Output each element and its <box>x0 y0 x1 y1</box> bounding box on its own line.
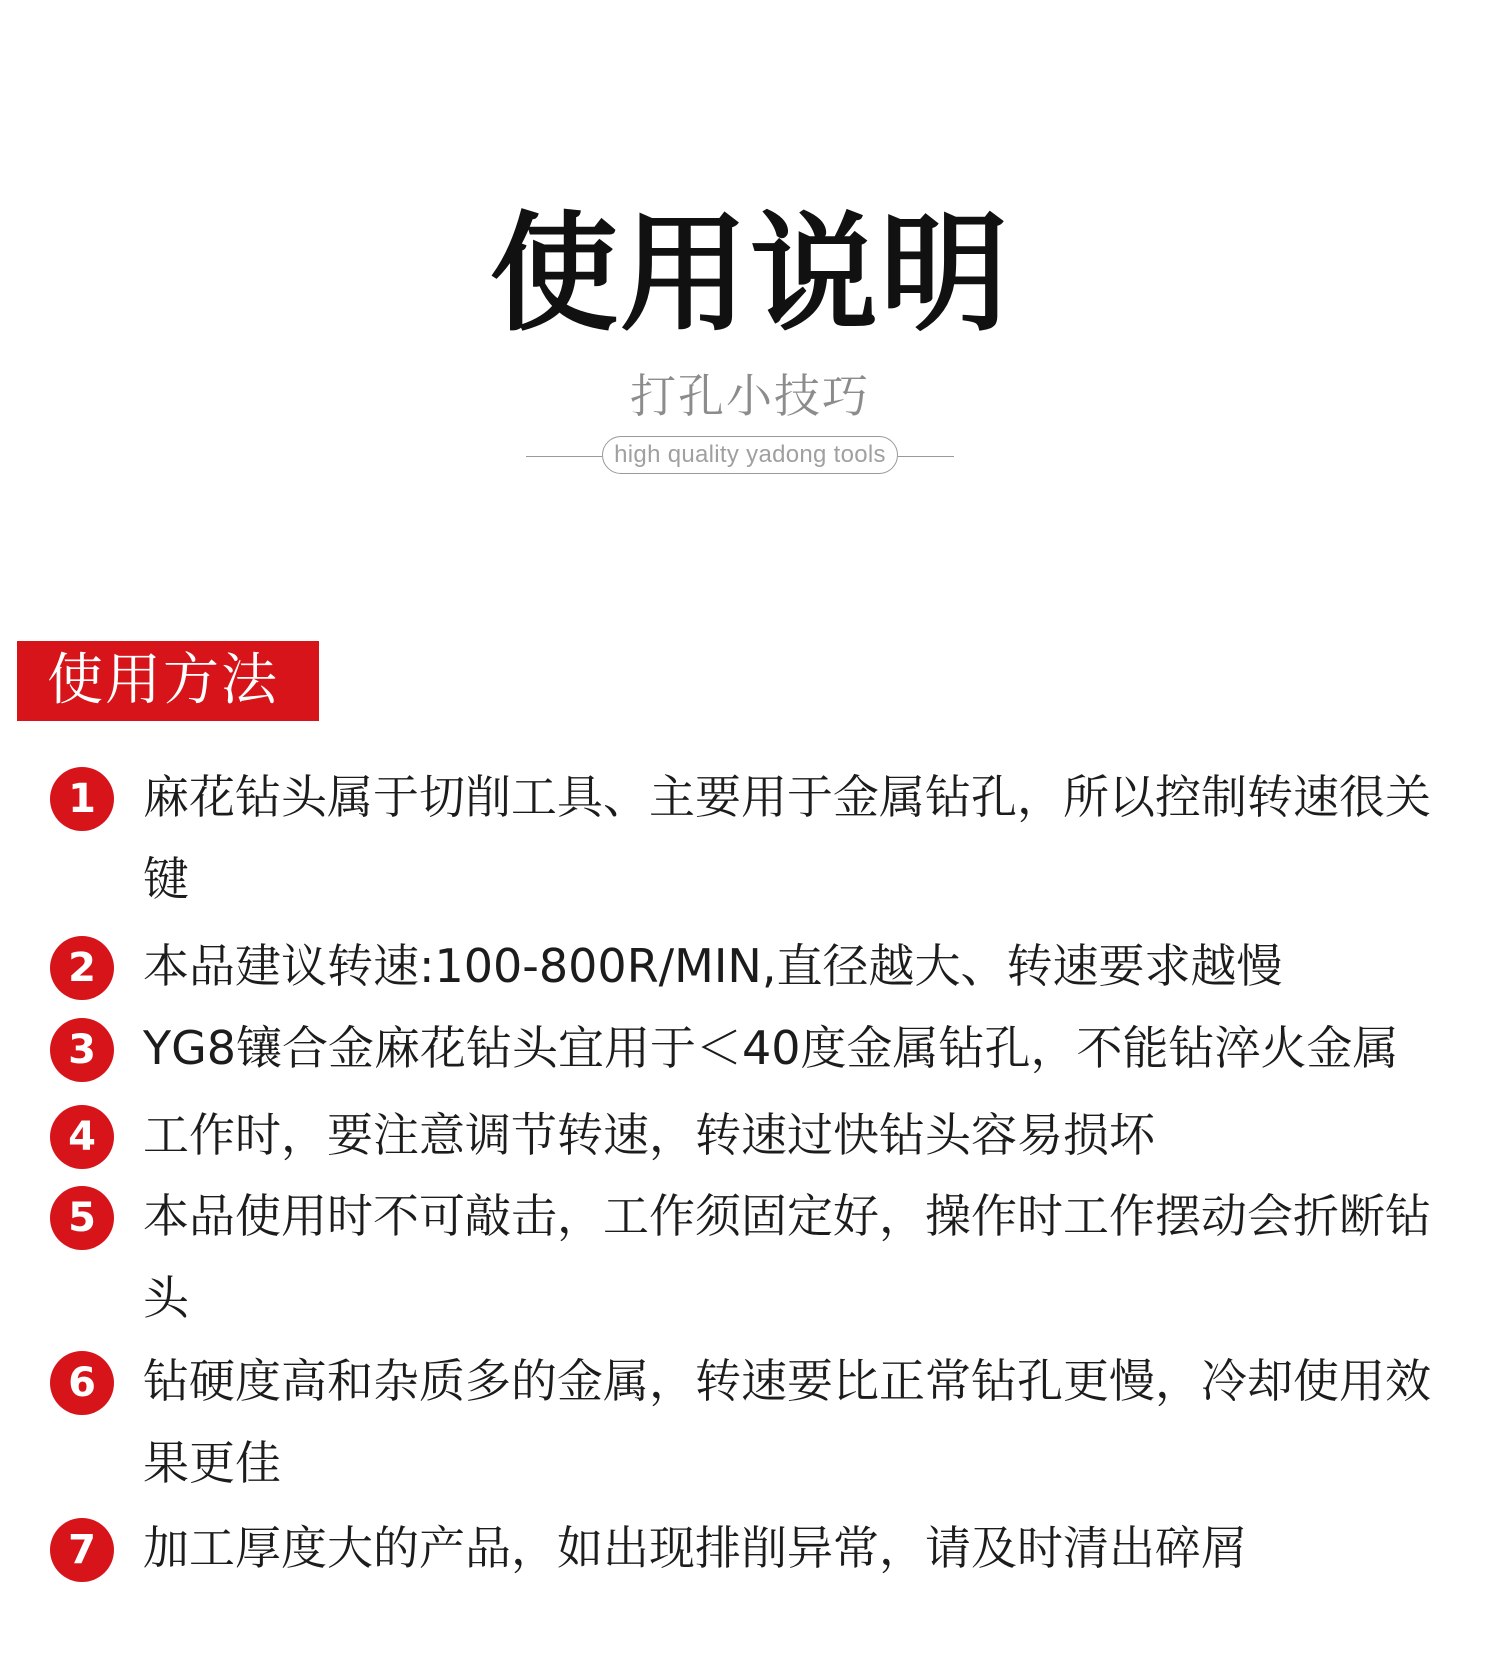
item-text: 本品使用时不可敲击，工作须固定好，操作时工作摆动会折断钻头 <box>143 1189 1431 1325</box>
item-text: 钻硬度高和杂质多的金属，转速要比正常钻孔更慢，冷却使用效果更佳 <box>143 1354 1431 1490</box>
item-number-badge: 5 <box>50 1186 114 1250</box>
item-text: 工作时，要注意调节转速，转速过快钻头容易损坏 <box>143 1108 1155 1162</box>
item-text: 加工厚度大的产品，如出现排削异常，请及时清出碎屑 <box>143 1521 1247 1575</box>
item-number-badge: 3 <box>50 1018 114 1082</box>
item-text: YG8镶合金麻花钻头宜用于＜40度金属钻孔，不能钻淬火金属 <box>143 1021 1399 1075</box>
page-title: 使用说明 <box>489 200 1010 349</box>
item-number-badge: 1 <box>50 767 114 831</box>
item-text: 麻花钻头属于切削工具、主要用于金属钻孔，所以控制转速很关键 <box>143 770 1431 906</box>
tagline-pill: high quality yadong tools <box>602 436 898 474</box>
item-number-badge: 7 <box>50 1518 114 1582</box>
tagline-row <box>526 436 954 476</box>
tagline-right-line <box>898 456 954 457</box>
section-badge: 使用方法 <box>17 641 319 721</box>
item-text: 本品建议转速:100-800R/MIN,直径越大、转速要求越慢 <box>143 939 1283 993</box>
item-number-badge: 2 <box>50 936 114 1000</box>
tagline-left-line <box>526 456 602 457</box>
item-number-badge: 6 <box>50 1351 114 1415</box>
page-subtitle: 打孔小技巧 <box>630 369 870 423</box>
item-number-badge: 4 <box>50 1105 114 1169</box>
